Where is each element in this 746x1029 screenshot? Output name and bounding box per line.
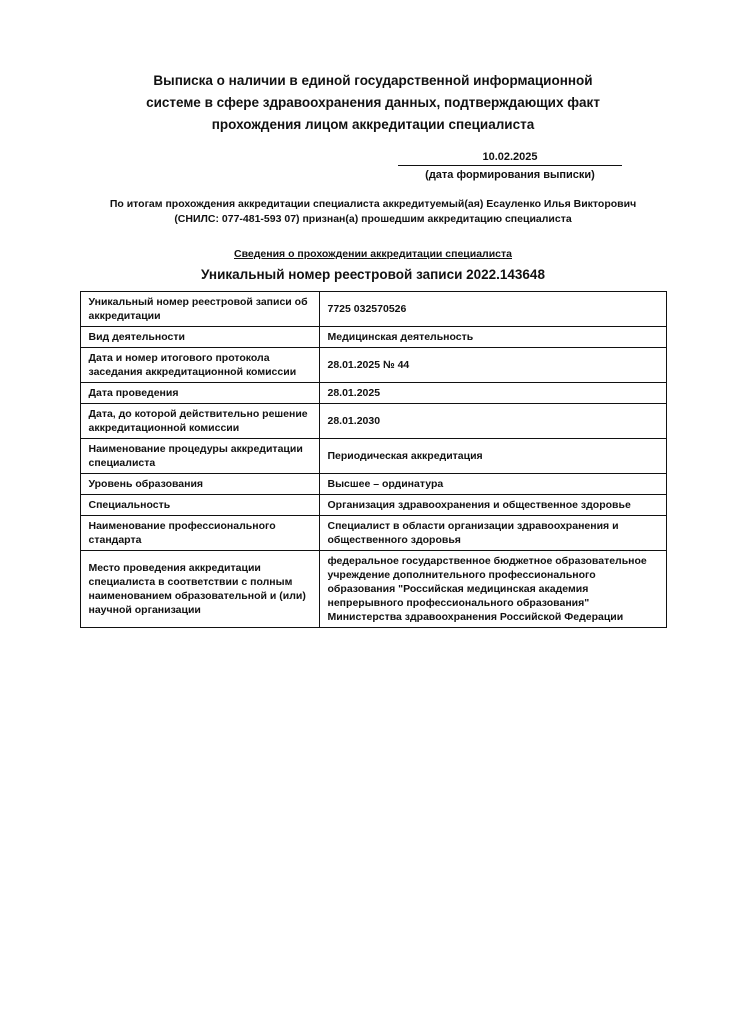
table-row [80,551,666,628]
row-label: Дата, до которой действительно решение аккредитационной комиссии [80,404,319,439]
document-title-line: системе в сфере здравоохранения данных, подтверждающих факт [146,95,600,110]
table-row [80,383,666,404]
table-row [80,327,666,348]
extract-date-block [398,151,622,181]
accreditation-table-body [80,292,666,628]
extract-date-caption: (дата формирования выписки) [425,169,595,181]
table-row [80,348,666,383]
row-value: Высшее – ординатура [319,474,666,495]
row-value: Медицинская деятельность [319,327,666,348]
row-value: Организация здравоохранения и общественное здоровье [319,495,666,516]
document-title-line: Выписка о наличии в единой государственной информационной [153,73,593,88]
registry-number-heading: Уникальный номер реестровой записи 2022.143648 [201,267,545,282]
row-label: Уникальный номер реестровой записи об аккредитации [80,292,319,327]
table-row [80,516,666,551]
row-label: Дата проведения [80,383,319,404]
row-value: 7725 032570526 [319,292,666,327]
document-title-line: прохождения лицом аккредитации специалиста [211,117,535,132]
table-row [80,474,666,495]
section-heading: Сведения о прохождении аккредитации специалиста [234,248,512,260]
row-value: 28.01.2030 [319,404,666,439]
document-title [133,70,613,136]
row-label: Наименование процедуры аккредитации специалиста [80,439,319,474]
table-row [80,292,666,327]
intro-paragraph: По итогам прохождения аккредитации специалиста аккредитуемый(ая) Есауленко Илья Викторович (СНИЛС: 077-481-593 07) признан(а) прошедшим аккредитацию специалиста [109,198,637,225]
row-label: Специальность [80,495,319,516]
row-label: Дата и номер итогового протокола заседания аккредитационной комиссии [80,348,319,383]
row-value: Специалист в области организации здравоохранения и общественного здоровья [319,516,666,551]
accreditation-table [80,291,667,628]
row-label: Место проведения аккредитации специалиста в соответствии с полным наименованием образовательной и (или) научной организации [80,551,319,628]
extract-date-value: 10.02.2025 [398,151,622,166]
row-value: 28.01.2025 № 44 [319,348,666,383]
row-value: 28.01.2025 [319,383,666,404]
table-row [80,404,666,439]
row-value: Периодическая аккредитация [319,439,666,474]
table-row [80,495,666,516]
row-value: федеральное государственное бюджетное образовательное учреждение дополнительного профессионального образования "Российская медицинская академия непрерывного профессионального образования" Министерства здравоохранения Российской Федерации [319,551,666,628]
row-label: Вид деятельности [80,327,319,348]
row-label: Наименование профессионального стандарта [80,516,319,551]
row-label: Уровень образования [80,474,319,495]
table-row [80,439,666,474]
